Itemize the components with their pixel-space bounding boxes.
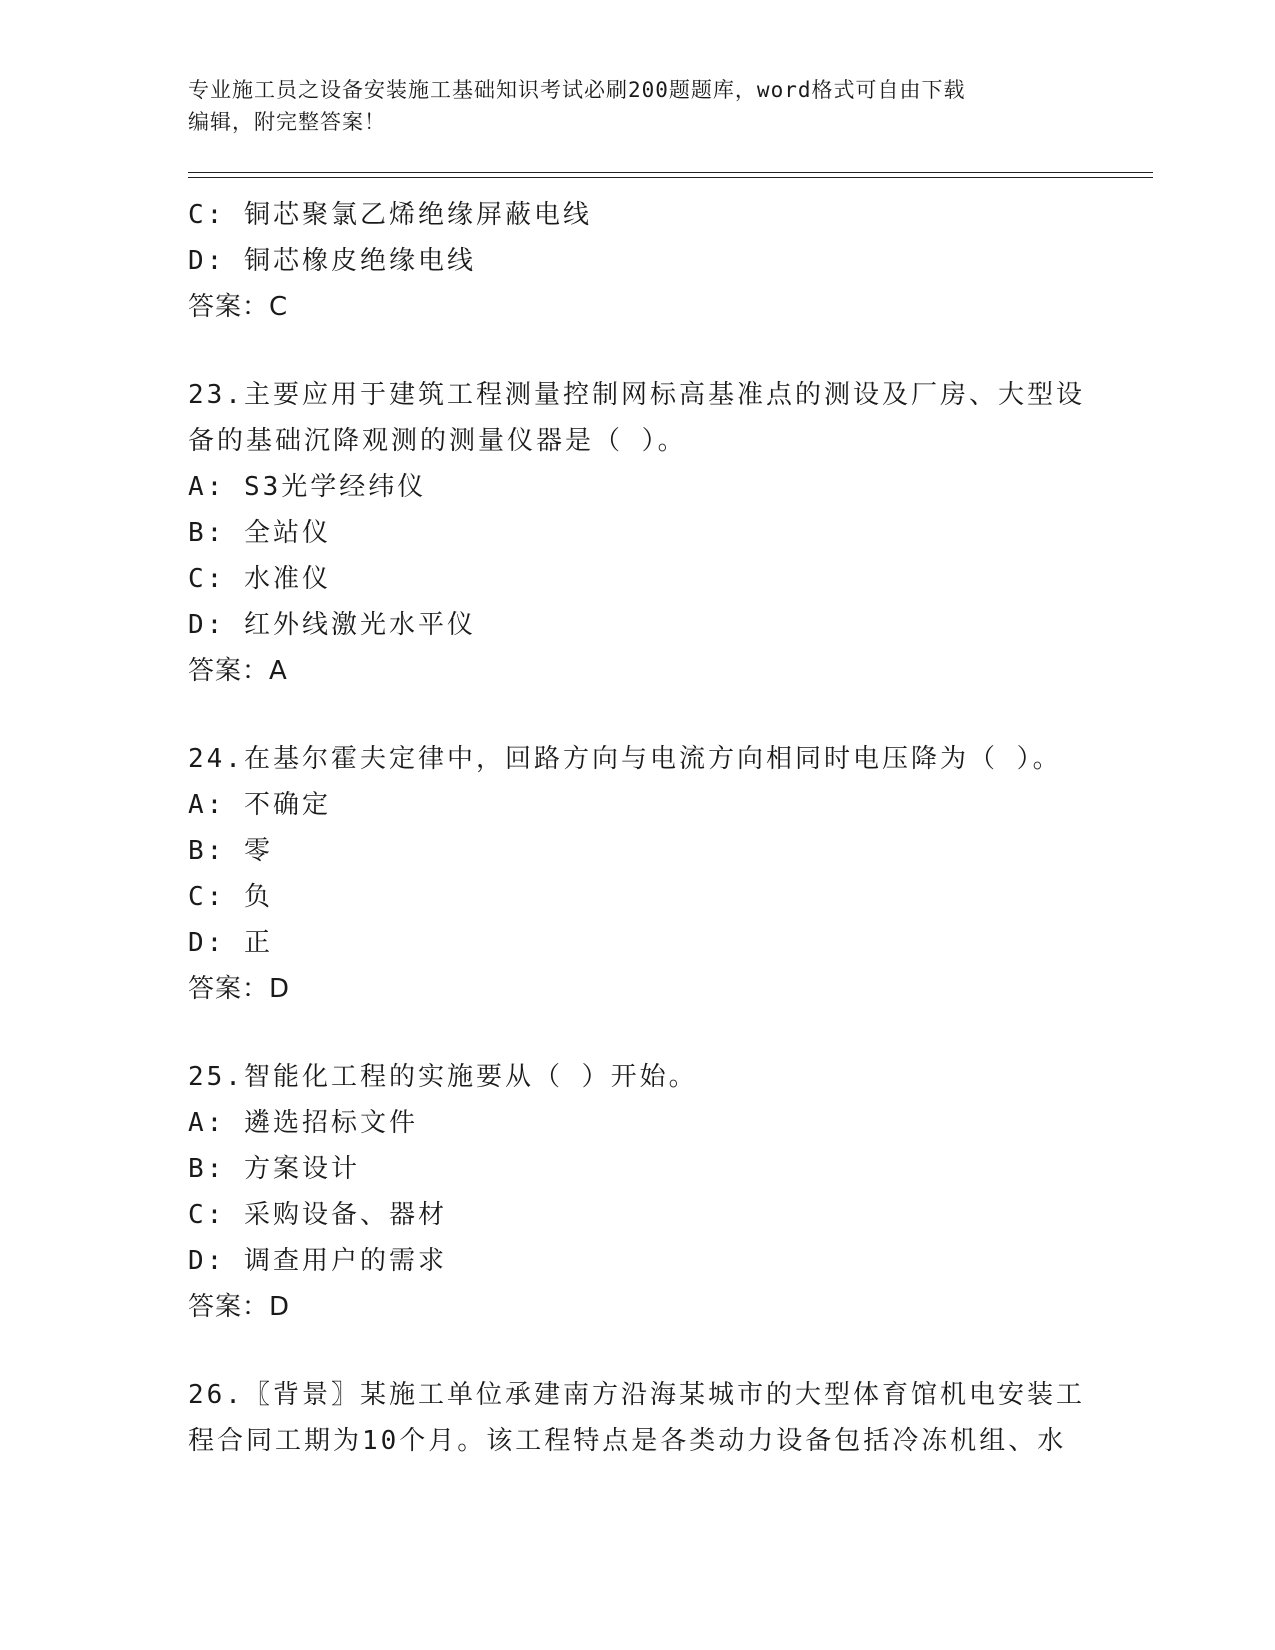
option-c: C: 采购设备、器材: [188, 1200, 447, 1230]
option-b: B: 方案设计: [188, 1154, 360, 1184]
option-b: B: 全站仪: [188, 518, 331, 548]
option-d: D: 正: [188, 928, 273, 958]
answer-line: 答案：D: [188, 974, 291, 1004]
question-25: [188, 1054, 1088, 1330]
option-a: A: 不确定: [188, 790, 331, 820]
option-d: D: 调查用户的需求: [188, 1246, 447, 1276]
question-24: [188, 736, 1088, 1012]
question-stem: 备的基础沉降观测的测量仪器是（ ）。: [188, 426, 687, 456]
option-c: C: 负: [188, 882, 273, 912]
option-c: C: 水准仪: [188, 564, 331, 594]
option-d: D: 铜芯橡皮绝缘电线: [188, 246, 476, 276]
document-header: [188, 74, 1088, 138]
question-22-continued: [188, 192, 1088, 330]
header-title-line-2: 编辑，附完整答案！: [188, 110, 386, 134]
question-list: [188, 192, 1088, 1464]
answer-line: 答案：C: [188, 292, 289, 322]
header-rule-top: [188, 172, 1153, 173]
question-26: [188, 1372, 1088, 1464]
header-title-line-1: 专业施工员之设备安装施工基础知识考试必刷200题题库，word格式可自由下载: [188, 78, 966, 102]
question-stem: 26.〖背景〗某施工单位承建南方沿海某城市的大型体育馆机电安装工: [188, 1380, 1085, 1410]
option-b: B: 零: [188, 836, 273, 866]
option-d: D: 红外线激光水平仪: [188, 610, 476, 640]
question-23: [188, 372, 1088, 694]
question-stem: 23.主要应用于建筑工程测量控制网标高基准点的测设及厂房、大型设: [188, 380, 1085, 410]
option-a: A: S3光学经纬仪: [188, 472, 427, 502]
option-a: A: 遴选招标文件: [188, 1108, 418, 1138]
answer-line: 答案：D: [188, 1292, 291, 1322]
question-stem: 25.智能化工程的实施要从（ ）开始。: [188, 1062, 698, 1092]
question-stem: 程合同工期为10个月。该工程特点是各类动力设备包括冷冻机组、水: [188, 1426, 1067, 1456]
option-c: C: 铜芯聚氯乙烯绝缘屏蔽电线: [188, 200, 592, 230]
header-rule-bottom: [188, 177, 1153, 178]
answer-line: 答案：A: [188, 656, 288, 686]
question-stem: 24.在基尔霍夫定律中，回路方向与电流方向相同时电压降为（ ）。: [188, 744, 1062, 774]
